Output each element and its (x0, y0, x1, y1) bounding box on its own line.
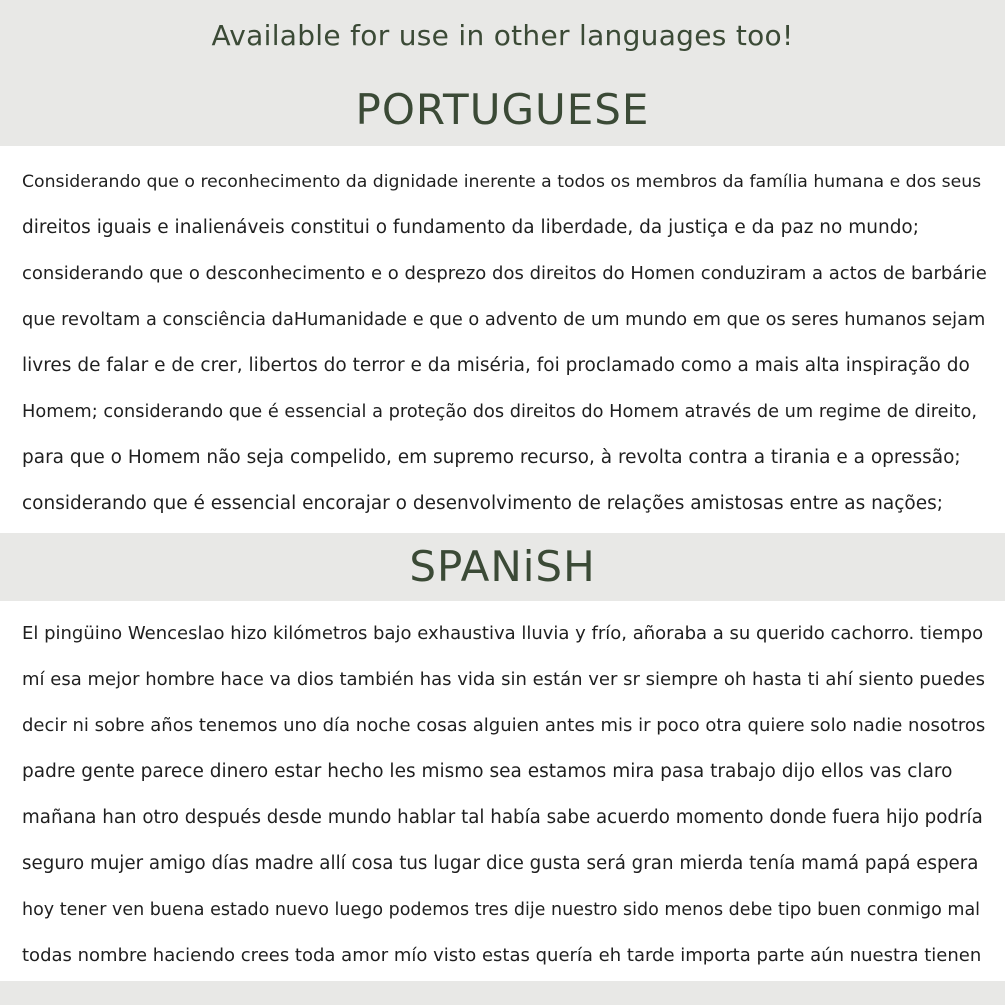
portuguese-line: Considerando que o reconhecimento da dignidade inerente a todos os membros da família humana e dos seus (22, 172, 982, 192)
spanish-line: decir ni sobre años tenemos uno día noche cosas alguien antes mis ir poco otra quiere solo nadie nosotros (22, 715, 986, 736)
portuguese-line: direitos iguais e inalienáveis constitui o fundamento da liberdade, da justiça e da paz no mundo; (22, 217, 919, 238)
spanish-title: SPANiSH (409, 542, 596, 591)
portuguese-line: considerando que é essencial encorajar o desenvolvimento de relações amistosas entre as nações; (22, 493, 943, 514)
portuguese-line: livres de falar e de crer, libertos do terror e da miséria, foi proclamado como a mais alta inspiração do (22, 355, 970, 376)
spanish-line: mí esa mejor hombre hace va dios también has vida sin están ver sr siempre oh hasta ti ahí siento puedes (22, 669, 985, 690)
tagline: Available for use in other languages too! (211, 19, 794, 52)
spanish-line: seguro mujer amigo días madre allí cosa tus lugar dice gusta será gran mierda tenía mamá papá espera (22, 853, 979, 874)
bottom-band (0, 981, 1005, 1005)
portuguese-paragraph (22, 159, 987, 527)
portuguese-title: PORTUGUESE (355, 85, 650, 134)
spanish-paragraph (22, 611, 987, 979)
portuguese-line: considerando que o desconhecimento e o desprezo dos direitos do Homen conduziram a actos de barbárie (22, 263, 987, 284)
spanish-line: mañana han otro después desde mundo hablar tal había sabe acuerdo momento donde fuera hijo podría (22, 807, 983, 828)
portuguese-line: Homem; considerando que é essencial a proteção dos direitos do Homem através de um regime de direito, (22, 402, 977, 422)
spanish-line: hoy tener ven buena estado nuevo luego podemos tres dije nuestro sido menos debe tipo buen conmigo mal (22, 900, 981, 920)
spanish-line: padre gente parece dinero estar hecho les mismo sea estamos mira pasa trabajo dijo ellos vas claro (22, 761, 953, 782)
spanish-line: todas nombre haciendo crees toda amor mío visto estas quería eh tarde importa parte aún nuestra tienen (22, 945, 982, 966)
spanish-line: El pingüino Wenceslao hizo kilómetros bajo exhaustiva lluvia y frío, añoraba a su querido cachorro. tiempo (22, 623, 984, 644)
portuguese-line: para que o Homem não seja compelido, em supremo recurso, à revolta contra a tirania e a opressão; (22, 447, 961, 468)
portuguese-line: que revoltam a consciência daHumanidade e que o advento de um mundo em que os seres humanos sejam (22, 310, 986, 330)
